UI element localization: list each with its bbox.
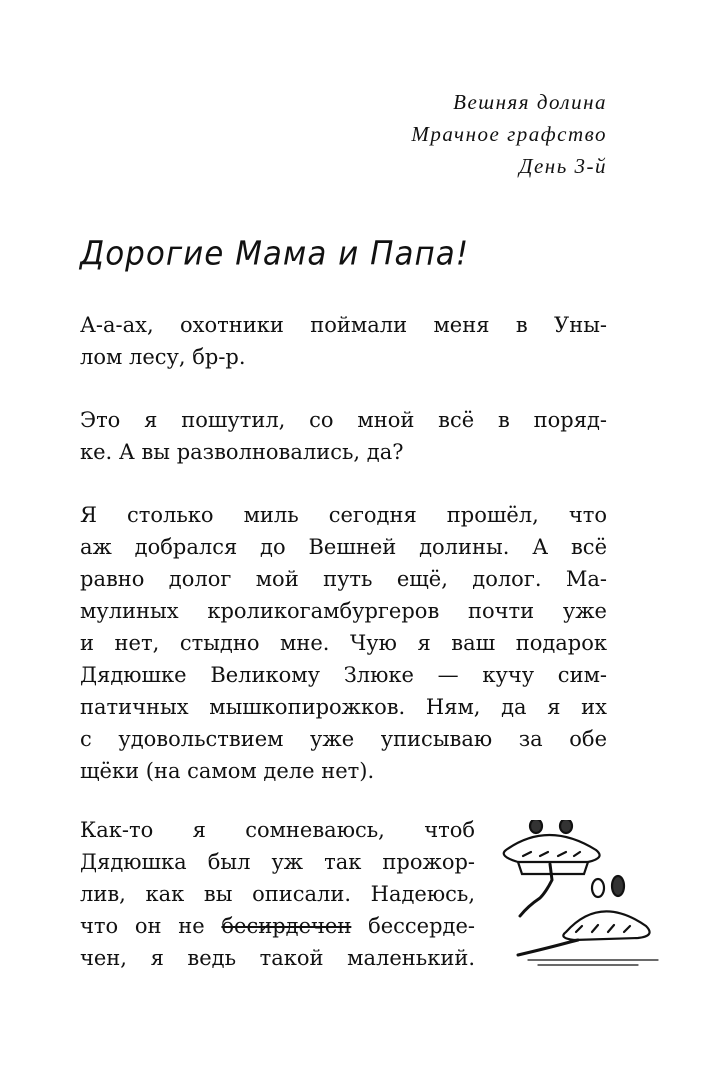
text-line: Дядюшке Великому Злюке — кучу сим- xyxy=(80,663,607,687)
paragraph-4 xyxy=(80,814,475,974)
mouse-pies-illustration xyxy=(488,820,663,970)
mouse-pie-icon xyxy=(504,820,600,916)
text-line: мулиных кроликогамбургеров почти уже xyxy=(80,599,607,623)
text-line: патичных мышкопирожков. Ням, да я их xyxy=(80,695,607,719)
text-line-with-strikethrough xyxy=(80,910,475,942)
text-fragment: что он не xyxy=(80,914,205,938)
text-line: лив, как вы описали. Надеюсь, xyxy=(80,882,475,906)
text-line: чен, я ведь такой маленький. xyxy=(80,946,475,970)
text-line: с удовольствием уже уписываю за обе xyxy=(80,727,607,751)
greeting: Дорогие Мама и Папа! xyxy=(80,235,470,273)
text-line: ке. А вы разволновались, да? xyxy=(80,440,404,464)
paragraph-1 xyxy=(80,309,607,373)
text-line: лом лесу, бр-р. xyxy=(80,345,246,369)
text-fragment: бессерде- xyxy=(368,914,475,938)
mouse-pie-icon xyxy=(518,876,658,965)
text-line: Это я пошутил, со мной всё в поряд- xyxy=(80,408,607,432)
text-line: равно долог мой путь ещё, долог. Ма- xyxy=(80,567,607,591)
paragraph-2 xyxy=(80,404,607,468)
header-day: День 3-й xyxy=(519,154,607,178)
header-location: Вешняя долина xyxy=(453,90,607,114)
text-line: щёки (на самом деле нет). xyxy=(80,759,375,783)
letter-header xyxy=(411,86,607,182)
text-line: Как-то я сомневаюсь, чтоб xyxy=(80,818,475,842)
paragraph-3 xyxy=(80,499,607,787)
text-line: Дядюшка был уж так прожор- xyxy=(80,850,475,874)
text-line: аж добрался до Вешней долины. А всё xyxy=(80,535,607,559)
text-line: А-а-ах, охотники поймали меня в Уны- xyxy=(80,313,607,337)
text-line: Я столько миль сегодня прошёл, что xyxy=(80,503,607,527)
struck-word: бесирдечен xyxy=(221,914,352,938)
header-region: Мрачное графство xyxy=(411,122,607,146)
text-line: и нет, стыдно мне. Чую я ваш подарок xyxy=(80,631,607,655)
